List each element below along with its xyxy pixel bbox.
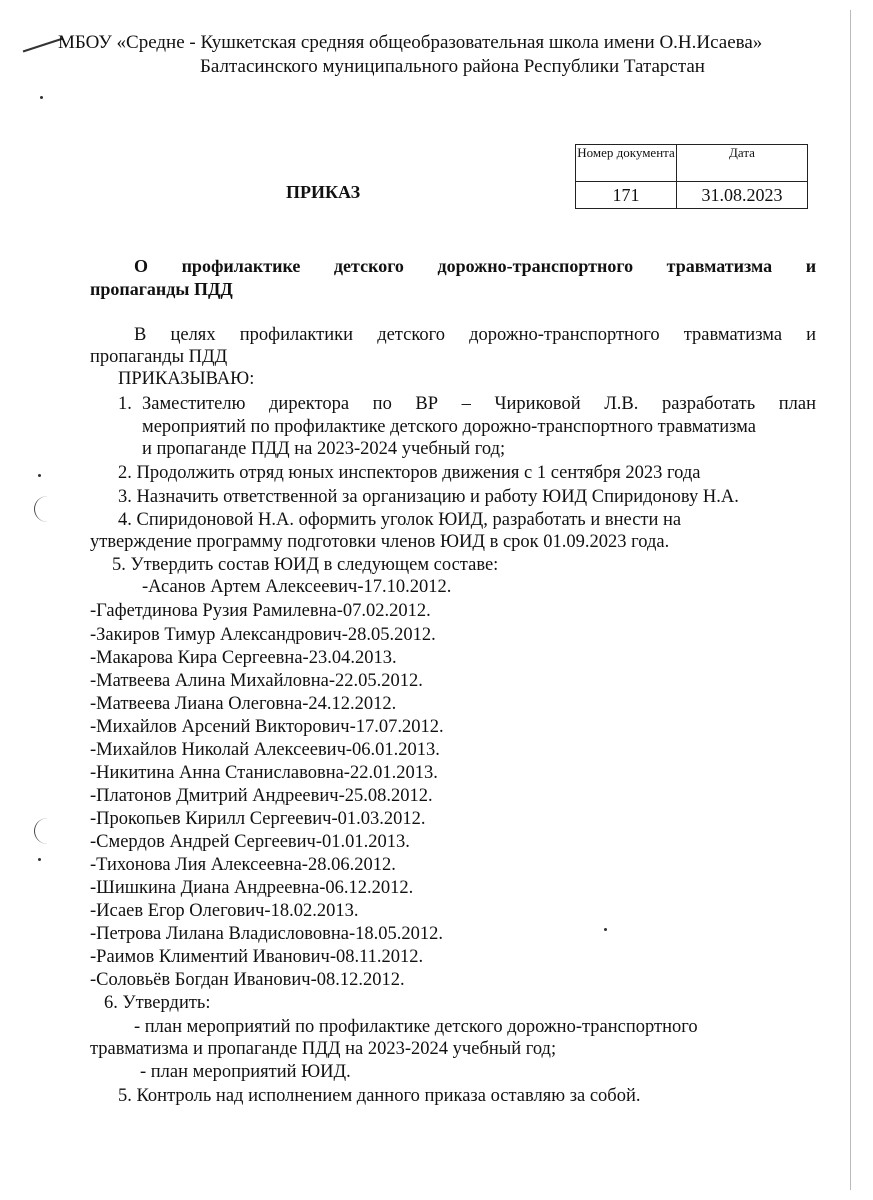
document-date: 31.08.2023 [677,182,808,209]
list-item: -Матвеева Лиана Олеговна-24.12.2012. [90,694,397,714]
list-item: -Асанов Артем Алексеевич-17.10.2012. [142,577,452,597]
list-item: -Соловьёв Богдан Иванович-08.12.2012. [90,970,405,990]
final-item: 5. Контроль над исполнением данного приказа оставляю за собой. [118,1086,641,1106]
scan-dot [604,928,607,931]
scan-edge-line [850,10,851,1190]
list-item: -Тихонова Лия Алексеевна-28.06.2012. [90,855,396,875]
item-4-line-2: утверждение программу подготовки членов ЮИД в срок 01.09.2023 года. [90,532,670,552]
item-6-sub-2: - план мероприятий ЮИД. [140,1062,351,1082]
hole-punch-arc [34,818,61,844]
school-name: МБОУ «Средне - Кушкетская средняя общеобразовательная школа имени О.Н.Исаева» [58,32,763,53]
date-label: Дата [677,145,808,182]
list-item: -Матвеева Алина Михайловна-22.05.2012. [90,671,423,691]
order-word: ПРИКАЗЫВАЮ: [118,369,255,389]
item-1-line-3: и пропаганде ПДД на 2023-2024 учебный год; [142,439,506,459]
list-item: -Раимов Климентий Иванович-08.11.2012. [90,947,424,967]
item-6-sub-1-line-1: - план мероприятий по профилактике детского дорожно-транспортного [134,1017,698,1037]
hole-punch-arc [34,496,61,522]
list-item: -Михайлов Николай Алексеевич-06.01.2013. [90,740,440,760]
list-item: -Прокопьев Кирилл Сергеевич-01.03.2012. [90,809,426,829]
list-item: -Михайлов Арсений Викторович-17.07.2012. [90,717,444,737]
intro-line-2: пропаганды ПДД [90,347,228,367]
item-6-sub-1-line-2: травматизма и пропаганде ПДД на 2023-2024 учебный год; [90,1039,557,1059]
subject-line-2: пропаганды ПДД [90,279,233,299]
list-item: -Никитина Анна Станиславовна-22.01.2013. [90,763,438,783]
scan-dot [38,474,41,477]
list-item: -Шишкина Диана Андреевна-06.12.2012. [90,878,414,898]
scan-dot [40,96,43,99]
number-label: Номер документа [576,145,677,182]
item-1-number: 1. [118,394,132,414]
list-item: -Смердов Андрей Сергеевич-01.01.2013. [90,832,410,852]
intro-line-1: В целях профилактики детского дорожно-транспортного травматизма и [134,325,817,345]
list-item: -Закиров Тимур Александрович-28.05.2012. [90,625,436,645]
list-item: -Исаев Егор Олегович-18.02.2013. [90,901,359,921]
district-name: Балтасинского муниципального района Республики Татарстан [200,56,705,77]
item-4-line-1: 4. Спиридоновой Н.А. оформить уголок ЮИД, разработать и внести на [118,510,682,530]
item-5: 5. Утвердить состав ЮИД в следующем составе: [112,555,499,575]
item-1-line-1: Заместителю директора по ВР – Чириковой Л.В. разработать план [142,394,817,414]
subject-line-1: О профилактике детского дорожно-транспортного травматизма и [134,256,817,276]
item-2: 2. Продолжить отряд юных инспекторов движения с 1 сентября 2023 года [118,463,701,483]
item-6-heading: 6. Утвердить: [104,993,211,1013]
list-item: -Макарова Кира Сергеевна-23.04.2013. [90,648,397,668]
list-item: -Гафетдинова Рузия Рамилевна-07.02.2012. [90,601,431,621]
document-number-table [575,144,808,209]
list-item: -Петрова Лилана Владислововна-18.05.2012. [90,924,444,944]
scan-dot [38,858,41,861]
item-3: 3. Назначить ответственной за организацию и работу ЮИД Спиридонову Н.А. [118,487,739,507]
list-item: -Платонов Дмитрий Андреевич-25.08.2012. [90,786,433,806]
document-number: 171 [576,182,677,209]
document-title: ПРИКАЗ [286,182,361,202]
item-1-line-2: мероприятий по профилактике детского дорожно-транспортного травматизма [142,417,756,437]
